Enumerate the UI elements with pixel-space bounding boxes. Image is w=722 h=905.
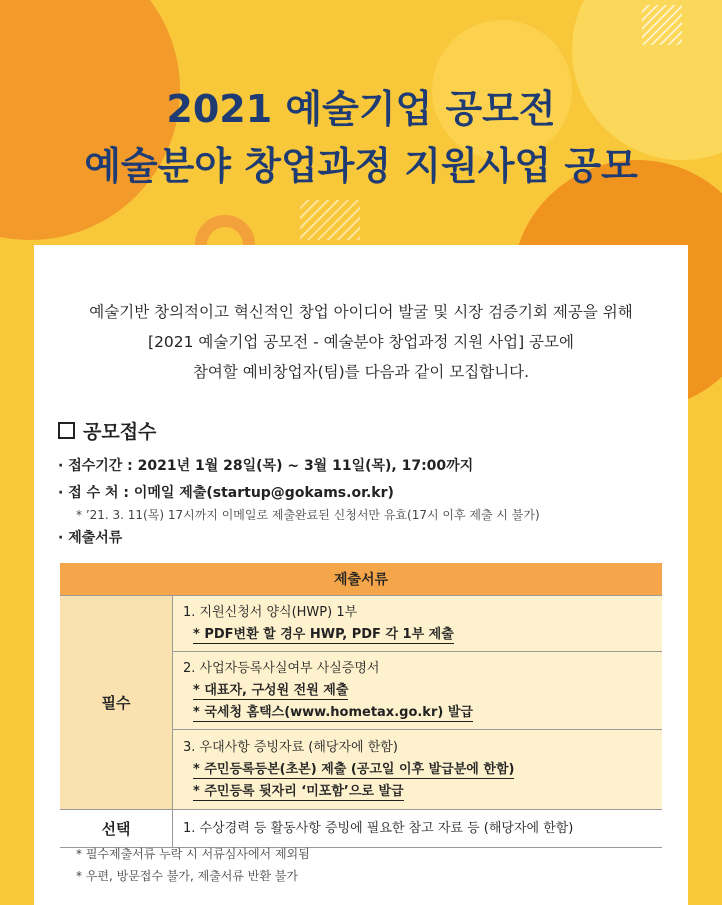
period-line: · 접수기간 : 2021년 1월 28일(목) ~ 3월 11일(목), 17:00까지 <box>58 458 474 474</box>
intro-line: 참여할 예비창업자(팀)를 다음과 같이 모집합니다. <box>192 363 530 381</box>
intro-line: 예술기반 창의적이고 혁신적인 창업 아이디어 발굴 및 시장 검증기회 제공을 위해 <box>89 303 633 321</box>
documents-table <box>60 563 662 848</box>
item-main: 2. 사업자등록사실여부 사실증명서 <box>183 660 380 676</box>
table-header: 제출서류 <box>60 563 662 596</box>
decor-hatch <box>300 200 360 240</box>
item-sub: * 주민등록 뒷자리 ‘미포함’으로 발급 <box>193 783 404 799</box>
optional-category: 선택 <box>60 810 173 848</box>
item-sub: * PDF변환 할 경우 HWP, PDF 각 1부 제출 <box>193 626 454 642</box>
page-title-line2: 예술분야 창업과정 지원사업 공모 <box>84 144 638 188</box>
method-note: * ’21. 3. 11(목) 17시까지 이메일로 제출완료된 신청서만 유효(17시 이후 제출 시 불가) <box>76 508 540 522</box>
checkbox-square-icon <box>58 422 75 439</box>
intro-line: [2021 예술기업 공모전 - 예술분야 창업과정 지원 사업] 공모에 <box>148 333 574 351</box>
table-row <box>173 730 663 810</box>
method-line: · 접 수 처 : 이메일 제출(startup@gokams.or.kr) <box>58 485 394 501</box>
required-category: 필수 <box>60 596 173 810</box>
item-sub: * 국세청 홈택스(www.hometax.go.kr) 발급 <box>193 704 473 720</box>
table-row <box>173 596 663 652</box>
content-card <box>34 245 688 905</box>
section-heading-label: 공모접수 <box>83 421 157 443</box>
page-title-line1: 2021 예술기업 공모전 <box>166 87 556 131</box>
footnote: * 필수제출서류 누락 시 서류심사에서 제외됨 <box>76 847 310 861</box>
section-heading <box>58 417 156 444</box>
item-main: 1. 수상경력 등 활동사항 증빙에 필요한 참고 자료 등 (해당자에 한함) <box>183 820 574 836</box>
table-row <box>173 810 663 848</box>
decor-hatch <box>642 5 682 45</box>
item-main: 1. 지원신청서 양식(HWP) 1부 <box>183 604 358 620</box>
docs-label: · 제출서류 <box>58 530 123 546</box>
intro-text <box>34 297 688 387</box>
item-main: 3. 우대사항 증빙자료 (해당자에 한함) <box>183 739 398 755</box>
table-row <box>173 652 663 730</box>
footnote: * 우편, 방문접수 불가, 제출서류 반환 불가 <box>76 869 298 883</box>
item-sub: * 대표자, 구성원 전원 제출 <box>193 682 349 698</box>
item-sub: * 주민등록등본(초본) 제출 (공고일 이후 발급분에 한함) <box>193 761 515 777</box>
